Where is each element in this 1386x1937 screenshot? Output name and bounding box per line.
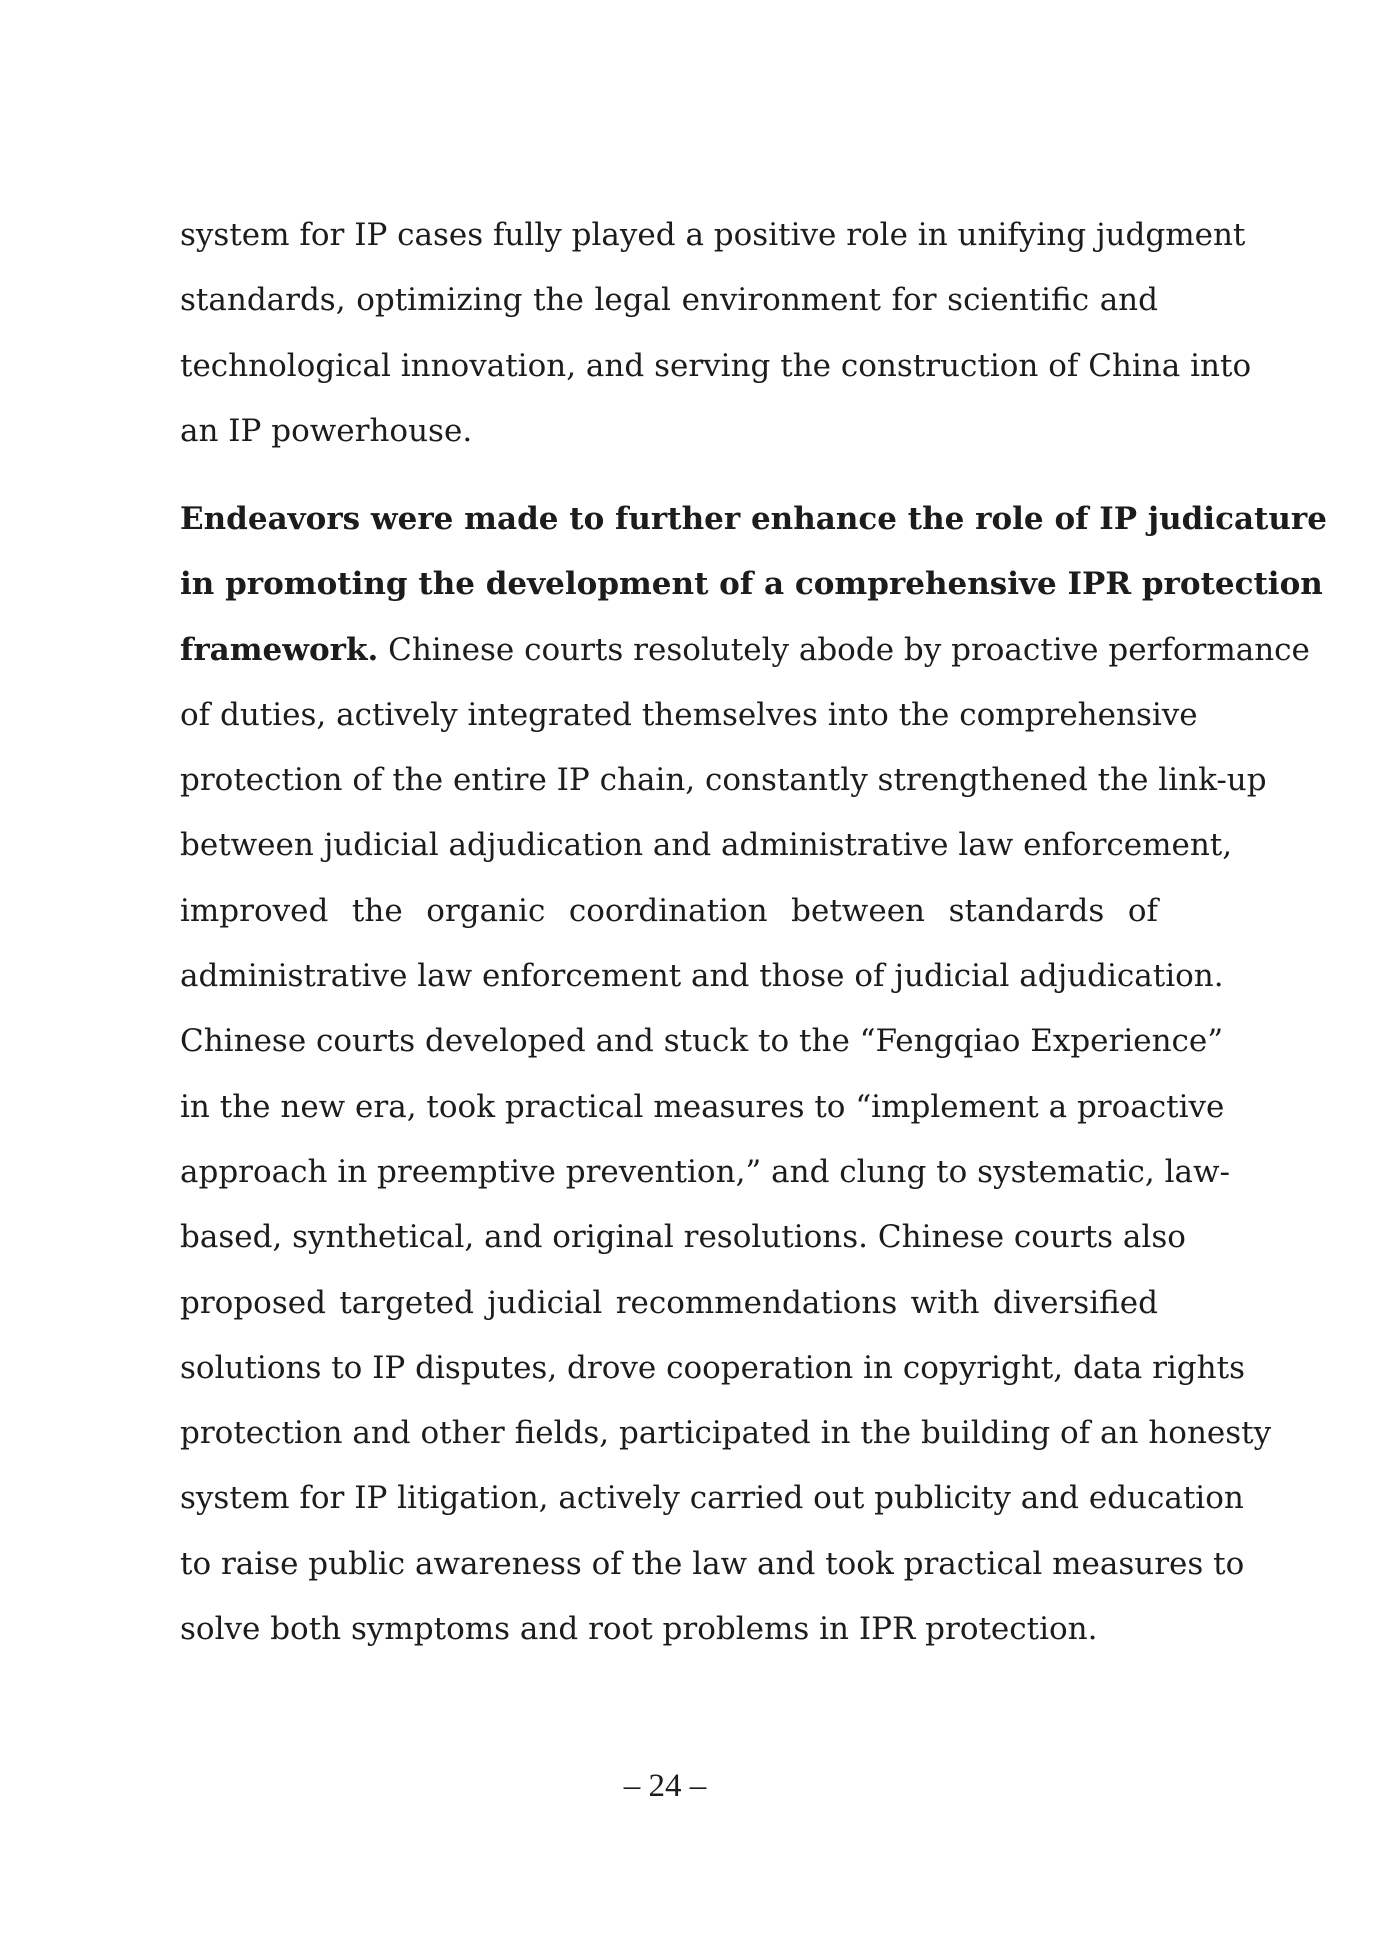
text-line: between judicial adjudication and administrative law enforcement,: [180, 827, 1233, 864]
text-line: system for IP litigation, actively carried out publicity and education: [180, 1480, 1244, 1517]
text-line: an IP powerhouse.: [180, 412, 473, 449]
text-line: solve both symptoms and root problems in IPR protection.: [180, 1611, 1098, 1648]
text-line: based, synthetical, and original resolutions. Chinese courts also: [180, 1219, 1186, 1256]
paragraph-2: [180, 487, 1327, 1662]
bold-heading-end: framework.: [180, 631, 379, 668]
bold-heading-line: Endeavors were made to further enhance the role of IP judicature: [180, 501, 1327, 537]
text-line: Chinese courts developed and stuck to the “Fengqiao Experience”: [180, 1023, 1224, 1060]
text-line: protection of the entire IP chain, constantly strengthened the link-up: [180, 762, 1267, 799]
text-line: system for IP cases fully played a positive role in unifying judgment: [180, 217, 1246, 253]
page-number: – 24 –: [623, 1768, 707, 1804]
text-line: proposed targeted judicial recommendations with diversified: [180, 1284, 1158, 1321]
text-line: administrative law enforcement and those of judicial adjudication.: [180, 958, 1224, 995]
bold-heading-line: in promoting the development of a comprehensive IPR protection: [180, 566, 1323, 603]
text-line: [180, 618, 1310, 683]
text-line: solutions to IP disputes, drove cooperation in copyright, data rights: [180, 1349, 1245, 1386]
text-line: approach in preemptive prevention,” and clung to systematic, law-: [180, 1153, 1231, 1190]
text-line: improved the organic coordination between standards of: [180, 892, 1158, 929]
text-line: of duties, actively integrated themselves into the comprehensive: [180, 696, 1198, 733]
text-line: technological innovation, and serving the construction of China into: [180, 347, 1252, 384]
text-line: standards, optimizing the legal environment for scientific and: [180, 282, 1158, 319]
text-line-rest: Chinese courts resolutely abode by proactive performance: [378, 631, 1310, 668]
text-line: in the new era, took practical measures to “implement a proactive: [180, 1088, 1225, 1125]
text-line: to raise public awareness of the law and took practical measures to: [180, 1545, 1245, 1582]
paragraph-1: [180, 203, 1252, 464]
text-line: protection and other fields, participated in the building of an honesty: [180, 1415, 1272, 1452]
